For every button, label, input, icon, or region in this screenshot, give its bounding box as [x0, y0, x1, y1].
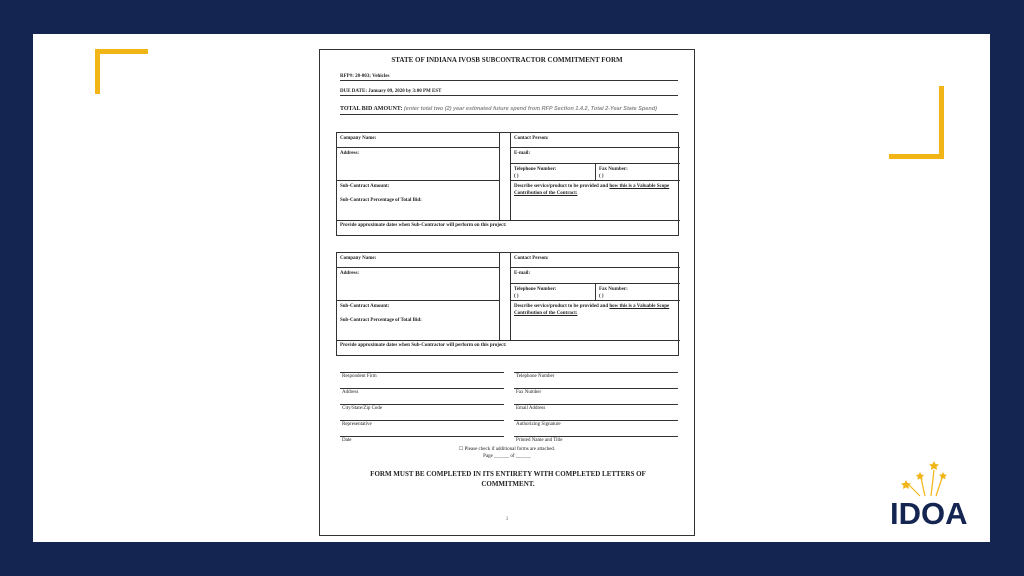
telephone-label-text: Telephone Number: — [514, 167, 557, 172]
subcontract-percentage-label: Sub-Contract Percentage of Total Bid: — [340, 318, 422, 323]
telephone-paren: ( ) — [514, 174, 519, 179]
telephone-paren: ( ) — [514, 294, 519, 299]
company-name-label: Company Name: — [340, 256, 377, 261]
due-date-line: DUE DATE: January 09, 2020 by 3:00 PM EST — [340, 89, 678, 96]
page-of-line: Page ______ of ______ — [483, 454, 531, 459]
dates-label: Provide approximate dates when Sub-Contractor will perform on this project: — [340, 343, 507, 348]
dates-label: Provide approximate dates when Sub-Contractor will perform on this project: — [340, 223, 507, 228]
signature-field: Date — [340, 436, 504, 444]
contact-person-label: Contact Person: — [514, 136, 549, 141]
fax-paren: ( ) — [599, 174, 604, 179]
corner-accent-right-vertical — [939, 86, 944, 159]
signature-field: Telephone Number — [514, 372, 678, 380]
describe-service-label — [511, 181, 679, 199]
fax-label — [596, 284, 631, 302]
checkbox-note-text: Please check if additional forms are attached. — [464, 447, 556, 452]
fax-label-text: Fax Number: — [599, 167, 628, 172]
address-label: Address: — [340, 151, 360, 156]
contact-person-label: Contact Person: — [514, 256, 549, 261]
subcontract-percentage-label: Sub-Contract Percentage of Total Bid: — [340, 198, 422, 203]
idoa-logo-text: IDOA — [890, 496, 968, 531]
form-title: STATE OF INDIANA IVOSB SUBCONTRACTOR COMMITMENT FORM — [391, 56, 623, 64]
fax-label-text: Fax Number: — [599, 287, 628, 292]
fax-paren: ( ) — [599, 294, 604, 299]
checkbox-icon[interactable]: ☐ — [458, 447, 464, 452]
subcontract-amount-label: Sub-Contract Amount: — [340, 304, 390, 309]
describe-text: Describe service/product to be provided and — [514, 304, 609, 309]
total-bid-label: TOTAL BID AMOUNT: — [340, 106, 403, 112]
email-label: E-mail: — [514, 271, 531, 276]
signature-field: Representative — [340, 420, 504, 428]
company-name-label: Company Name: — [340, 136, 377, 141]
signature-field: Respondent Firm — [340, 372, 504, 380]
signature-field: Email Address — [514, 404, 678, 412]
describe-how-text: how this is a Valuable Scope Contribution of the Contract: — [514, 304, 670, 316]
corner-accent-top-left-vertical — [95, 49, 100, 94]
subcontractor-section-1 — [336, 132, 679, 236]
total-bid-hint: (enter total two (2) year estimated future spend from RFP Section 1.4.2, Total 2-Year State Spend) — [403, 106, 657, 112]
describe-service-label — [511, 301, 679, 319]
telephone-label-text: Telephone Number: — [514, 287, 557, 292]
corner-accent-right — [889, 154, 944, 159]
telephone-label — [511, 284, 559, 302]
subcontractor-section-2 — [336, 252, 679, 356]
describe-how-text: how this is a Valuable Scope Contribution of the Contract: — [514, 184, 670, 196]
address-label: Address: — [340, 271, 360, 276]
subcontract-amount-label: Sub-Contract Amount: — [340, 184, 390, 189]
corner-accent-top-left — [95, 49, 148, 54]
signature-field: Printed Name and Title — [514, 436, 678, 444]
stars-icon — [890, 456, 982, 500]
commitment-form-document — [319, 49, 695, 536]
idoa-logo — [890, 456, 982, 532]
rfp-line: RFP#: 20-003; Vehicles — [340, 74, 678, 81]
signature-field: Fax Number — [514, 388, 678, 396]
fax-label — [596, 164, 631, 182]
page-number: 3 — [505, 517, 509, 522]
signature-field: Authorizing Signature — [514, 420, 678, 428]
additional-forms-note — [320, 446, 694, 452]
email-label: E-mail: — [514, 151, 531, 156]
signature-field: City/State/Zip Code — [340, 404, 504, 412]
telephone-label — [511, 164, 559, 182]
form-final-instruction: FORM MUST BE COMPLETED IN ITS ENTIRETY WITH COMPLETED LETTERS OF COMMITMENT. — [370, 470, 646, 488]
total-bid-line — [340, 105, 678, 115]
signature-field: Address — [340, 388, 504, 396]
describe-text: Describe service/product to be provided and — [514, 184, 609, 189]
